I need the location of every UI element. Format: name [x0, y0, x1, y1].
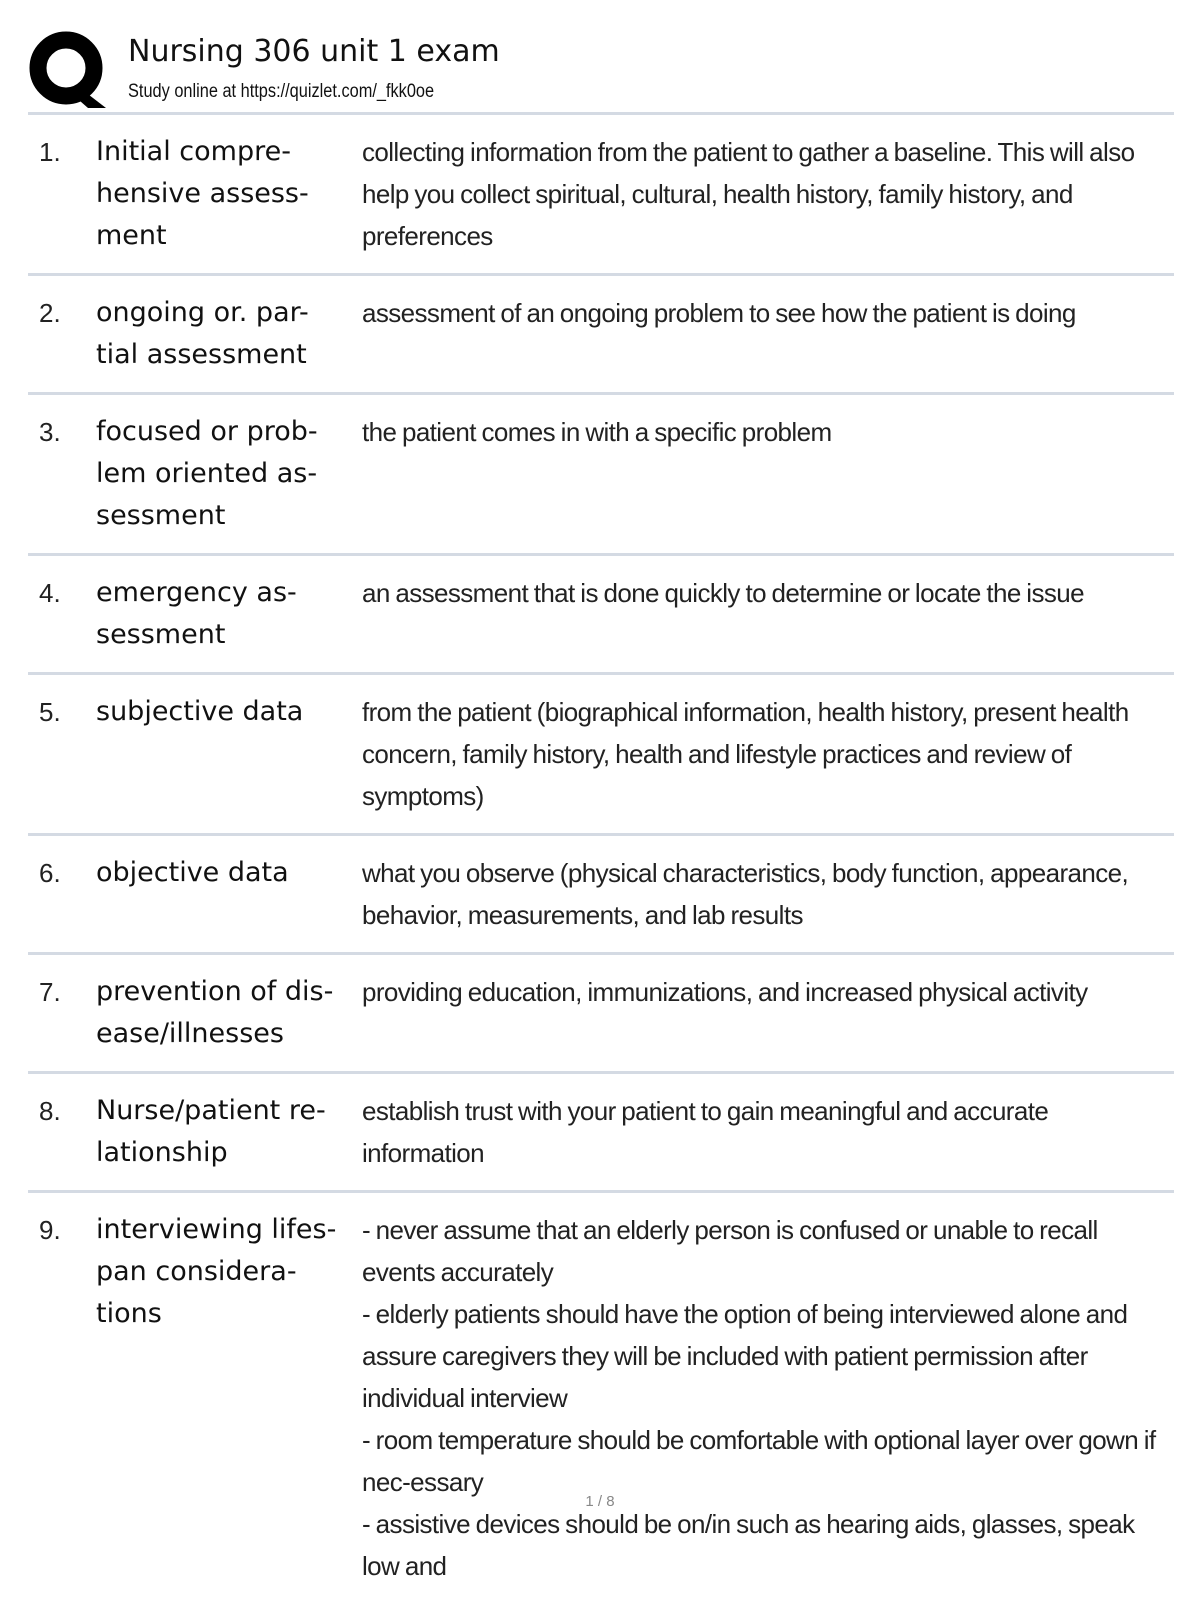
card-number: 1. — [39, 137, 61, 167]
term-text: emergency as- sessment — [96, 577, 297, 650]
card-definition: providing education, immunizations, and increased physical activity — [362, 977, 1088, 1007]
page-header — [28, 28, 1174, 112]
card-number: 8. — [39, 1096, 61, 1126]
card-row — [28, 556, 1174, 675]
term-text: subjective data — [96, 696, 304, 727]
definition-line: - elderly patients should have the option of being interviewed alone and assure caregivers they will be included with patient permission after individual interview — [362, 1299, 1128, 1413]
card-row — [28, 276, 1174, 395]
card-row — [28, 395, 1174, 556]
card-row — [28, 675, 1174, 836]
card-term — [96, 852, 362, 936]
card-number: 3. — [39, 417, 61, 447]
card-term — [96, 131, 362, 257]
card-row — [28, 955, 1174, 1074]
term-text: focused or prob- lem oriented as- sessment — [96, 416, 318, 531]
card-definition: an assessment that is done quickly to determine or locate the issue — [362, 578, 1084, 608]
term-text: Initial compre- hensive assess- ment — [96, 136, 309, 251]
card-row — [28, 1193, 1174, 1603]
card-term — [96, 292, 362, 376]
card-definition: from the patient (biographical information, health history, present health concern, family history, health and lifestyle practices and review of symptoms) — [362, 697, 1129, 811]
card-row — [28, 836, 1174, 955]
card-term — [96, 691, 362, 817]
card-definition: establish trust with your patient to gain meaningful and accurate information — [362, 1096, 1049, 1168]
study-online-link[interactable]: Study online at https://quizlet.com/_fkk0oe — [128, 81, 435, 102]
quizlet-logo-icon — [28, 30, 108, 110]
term-text: prevention of dis- ease/illnesses — [96, 976, 334, 1049]
term-text: Nurse/patient re- lationship — [96, 1095, 326, 1168]
card-row — [28, 1074, 1174, 1193]
card-term — [96, 411, 362, 537]
definition-line: - room temperature should be comfortable with optional layer over gown if nec-essary — [362, 1425, 1156, 1497]
card-number: 6. — [39, 858, 61, 888]
card-row — [28, 115, 1174, 276]
definition-line: - assistive devices should be on/in such as hearing aids, glasses, speak low and — [362, 1509, 1135, 1581]
card-term — [96, 971, 362, 1055]
card-term — [96, 572, 362, 656]
term-text: interviewing lifes- pan considera- tions — [96, 1214, 337, 1329]
page-title: Nursing 306 unit 1 exam — [128, 34, 500, 69]
card-definition: what you observe (physical characteristics, body function, appearance, behavior, measurements, and lab results — [362, 858, 1129, 930]
card-definition: the patient comes in with a specific problem — [362, 417, 832, 447]
card-definition — [362, 1209, 1174, 1587]
card-term — [96, 1209, 362, 1587]
card-definition: assessment of an ongoing problem to see how the patient is doing — [362, 298, 1076, 328]
card-number: 7. — [39, 977, 61, 1007]
page-number: 1 / 8 — [585, 1493, 615, 1510]
card-number: 4. — [39, 578, 61, 608]
card-definition: collecting information from the patient to gather a baseline. This will also help you collect spiritual, cultural, health history, family history, and preferences — [362, 137, 1135, 251]
term-text: ongoing or. par- tial assessment — [96, 297, 309, 370]
definition-line: - never assume that an elderly person is confused or unable to recall events accurately — [362, 1215, 1098, 1287]
card-number: 9. — [39, 1215, 61, 1245]
card-number: 2. — [39, 298, 61, 328]
term-text: objective data — [96, 857, 289, 888]
flashcard-list — [28, 112, 1174, 1603]
card-term — [96, 1090, 362, 1174]
card-number: 5. — [39, 697, 61, 727]
